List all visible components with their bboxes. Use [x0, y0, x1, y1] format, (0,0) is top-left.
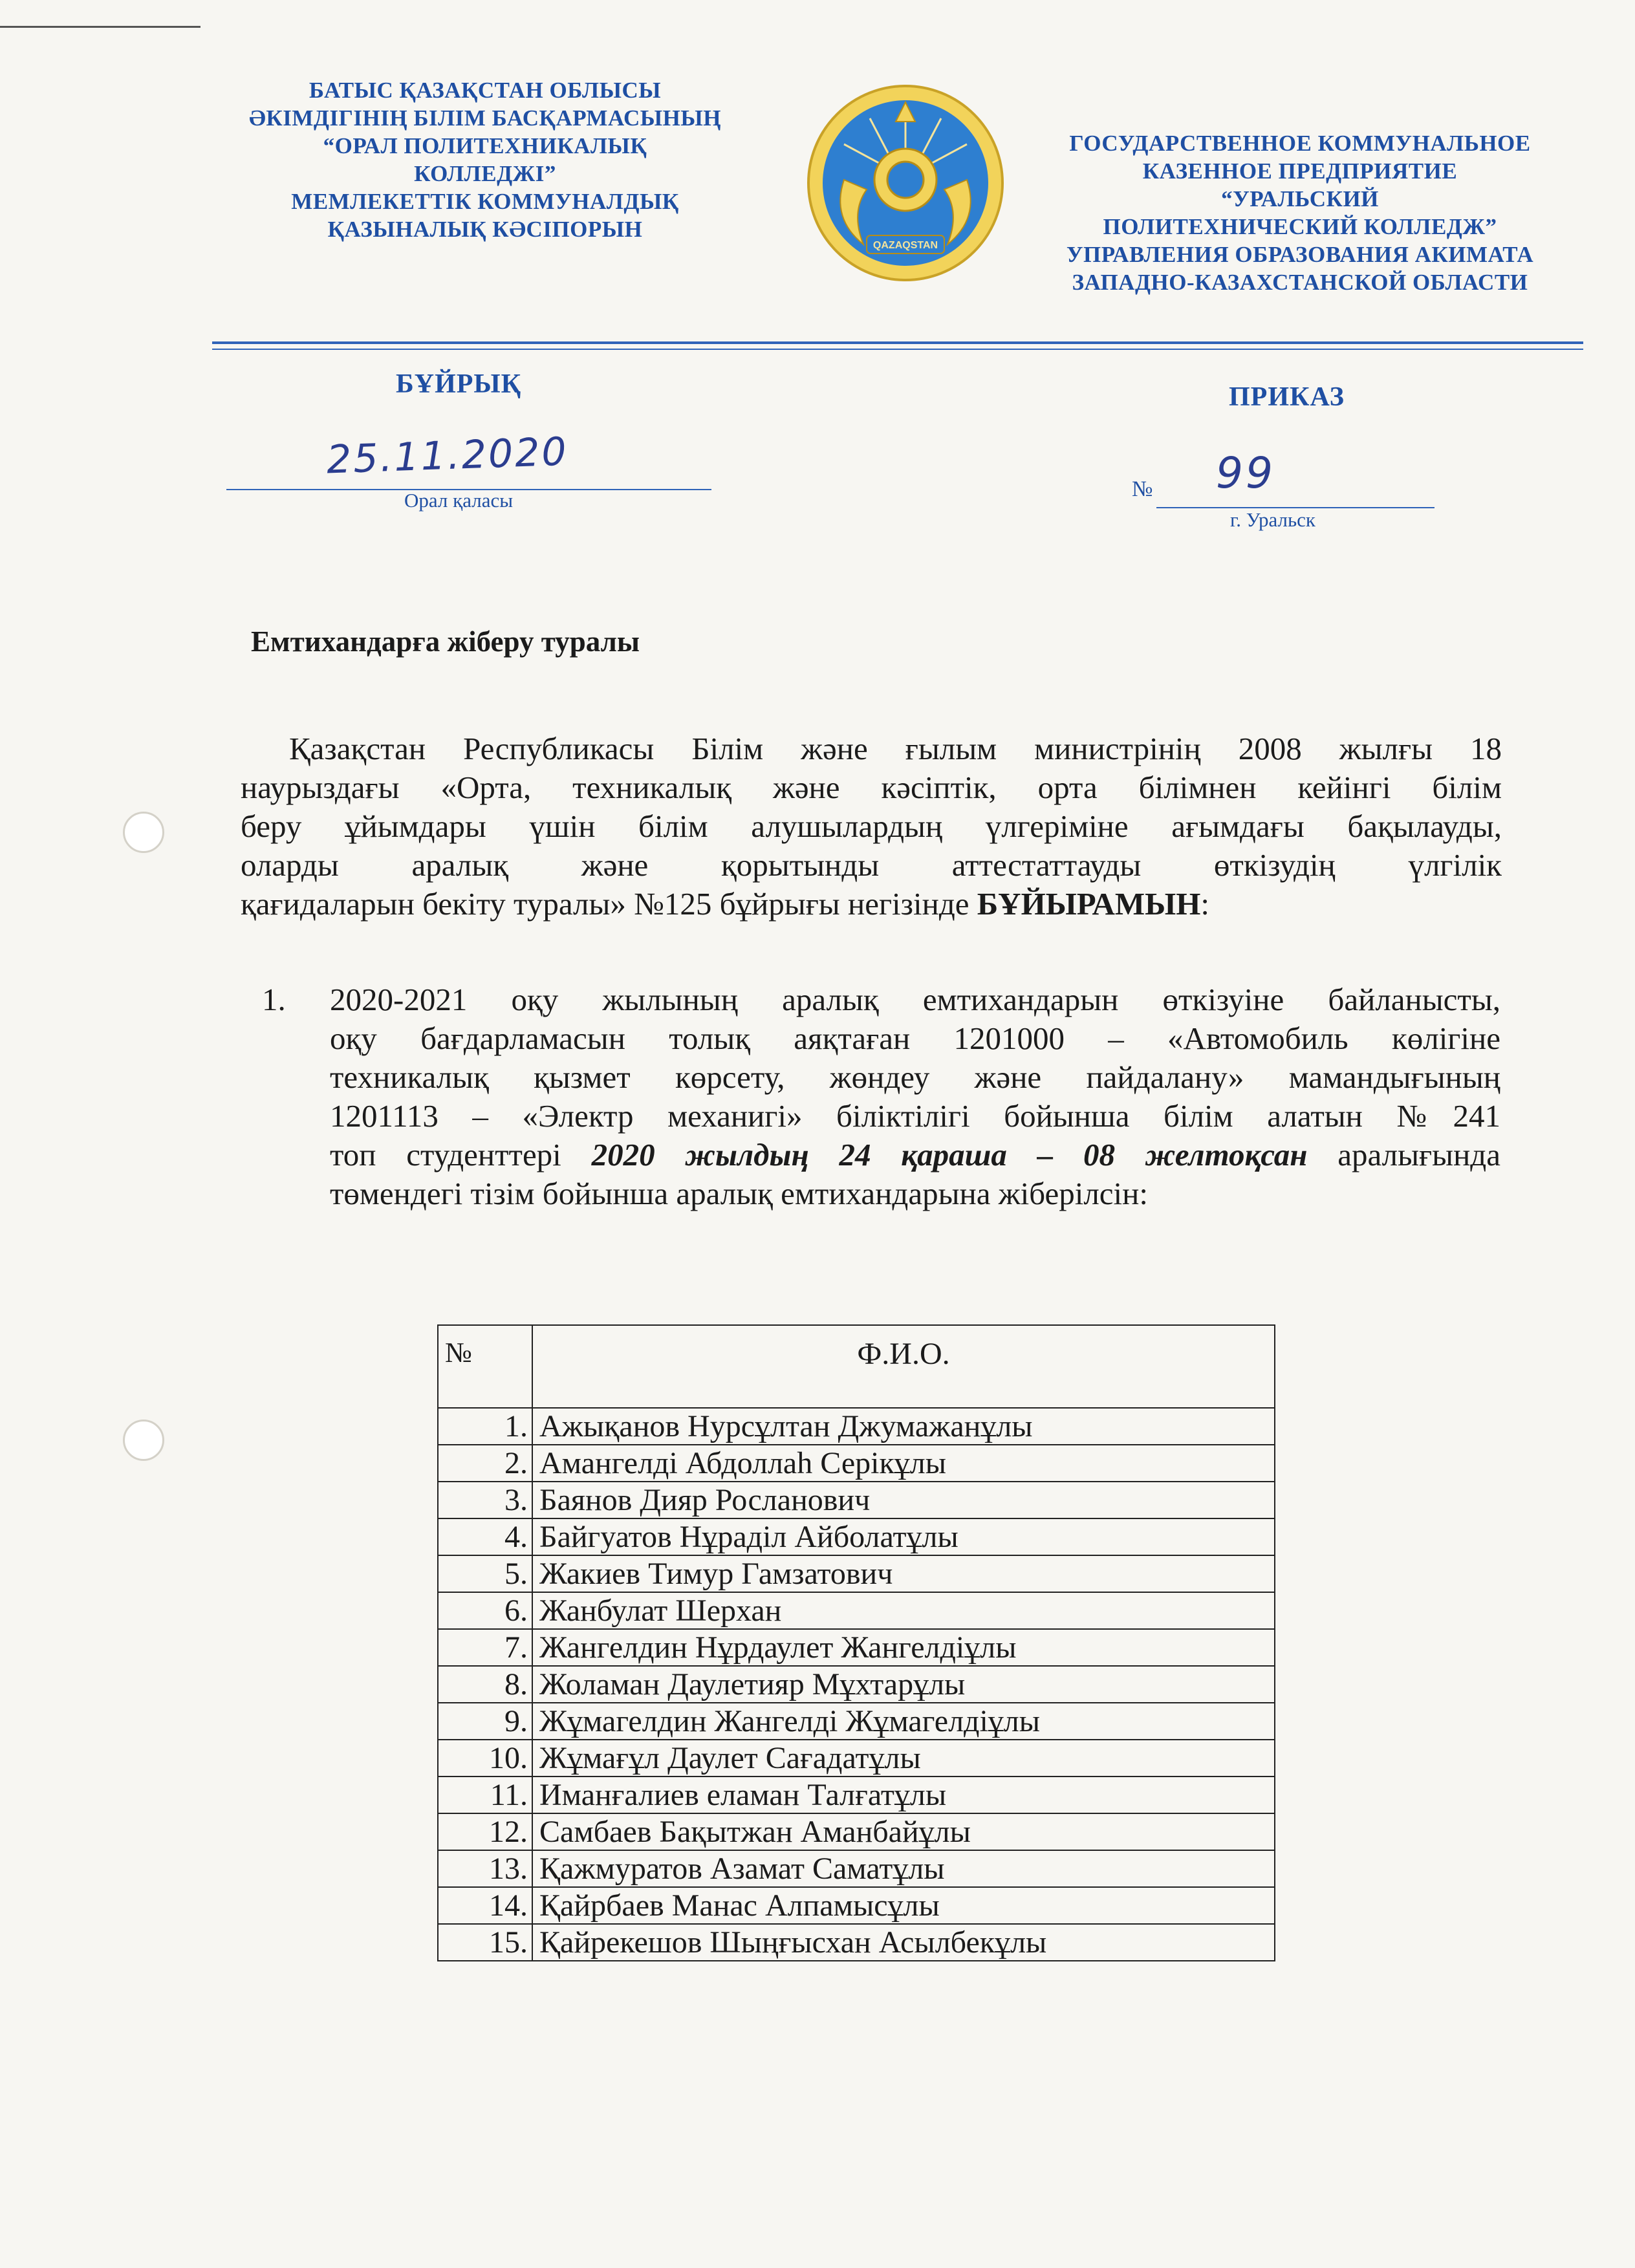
- header-left-line: ҚАЗЫНАЛЫҚ КӘСІПОРЫН: [327, 217, 643, 242]
- row-number: 12.: [438, 1813, 532, 1850]
- table-row: [438, 1445, 1275, 1482]
- header-right-line: “УРАЛЬСКИЙ: [1221, 186, 1379, 211]
- row-number: 3.: [438, 1482, 532, 1518]
- student-name: Амангелді Абдоллаh Серікұлы: [532, 1445, 1275, 1482]
- row-number: 8.: [438, 1666, 532, 1703]
- punch-hole: [123, 812, 164, 853]
- paragraph-line: наурыздағы «Орта, техникалық және кәсіптік, орта білімнен кейінгі білім: [241, 770, 1502, 805]
- row-number: 1.: [438, 1408, 532, 1445]
- order-number-handwritten: 99: [1216, 448, 1275, 498]
- row-number: 14.: [438, 1887, 532, 1924]
- row-number: 5.: [438, 1555, 532, 1592]
- row-number: 15.: [438, 1924, 532, 1961]
- city-kz: Орал қаласы: [404, 489, 514, 512]
- student-name: Баянов Дияр Росланович: [532, 1482, 1275, 1518]
- paragraph-line: беру ұйымдары үшін білім алушылардың үлгеріміне ағымдағы бақылауды,: [241, 808, 1502, 844]
- student-name: Байгуатов Нұраділ Айболатұлы: [532, 1518, 1275, 1555]
- item-line: 2020-2021 оқу жылының аралық емтихандарын өткізуіне байланысты,: [330, 982, 1500, 1017]
- table-row: [438, 1408, 1275, 1445]
- exam-period: 2020 жылдың 24 қараша – 08 желтоқсан: [591, 1137, 1308, 1172]
- item-text-part: топ студенттері: [330, 1137, 592, 1172]
- row-number: 6.: [438, 1592, 532, 1629]
- header-rule: [212, 349, 1583, 350]
- table-row: [438, 1482, 1275, 1518]
- header-right-ru: [1025, 129, 1575, 296]
- student-name: Қайрекешов Шыңғысхан Асылбекұлы: [532, 1924, 1275, 1961]
- table-header-row: [438, 1325, 1275, 1408]
- row-number: 13.: [438, 1850, 532, 1887]
- student-name: Ажықанов Нурсұлтан Джумажанұлы: [532, 1408, 1275, 1445]
- city-ru: г. Уральск: [1230, 508, 1316, 531]
- header-left-line: КОЛЛЕДЖІ”: [414, 161, 556, 186]
- table-row: [438, 1777, 1275, 1813]
- student-name: Жакиев Тимур Гамзатович: [532, 1555, 1275, 1592]
- emblem-text: QAZAQSTAN: [872, 240, 938, 251]
- table-row: [438, 1592, 1275, 1629]
- student-name: Қажмуратов Азамат Саматұлы: [532, 1850, 1275, 1887]
- row-number: 7.: [438, 1629, 532, 1666]
- student-name: Жангелдин Нұрдаулет Жангелдіұлы: [532, 1629, 1275, 1666]
- header-right-line: КАЗЕННОЕ ПРЕДПРИЯТИЕ: [1142, 158, 1458, 184]
- row-number: 11.: [438, 1777, 532, 1813]
- table-row: [438, 1703, 1275, 1740]
- header-left-line: “ОРАЛ ПОЛИТЕХНИКАЛЫҚ: [323, 133, 647, 158]
- student-name: Самбаев Бақытжан Аманбайұлы: [532, 1813, 1275, 1850]
- table-row: [438, 1887, 1275, 1924]
- row-number: 10.: [438, 1740, 532, 1777]
- order-keyword: БҰЙЫРАМЫН: [977, 886, 1201, 922]
- table-row: [438, 1555, 1275, 1592]
- header-left-line: МЕМЛЕКЕТТІК КОММУНАЛДЫҚ: [291, 189, 679, 214]
- item-line: оқу бағдарламасын толық аяқтаған 1201000 – «Автомобиль көлігіне: [330, 1021, 1500, 1056]
- paragraph-text: қағидаларын бекіту туралы» №125 бұйрығы негізінде: [241, 886, 977, 922]
- student-name: Қайрбаев Манас Алпамысұлы: [532, 1887, 1275, 1924]
- column-header-number: №: [438, 1325, 532, 1408]
- header-rule: [212, 341, 1583, 344]
- item-text: [330, 980, 1500, 1213]
- row-number: 2.: [438, 1445, 532, 1482]
- state-emblem-icon: [805, 83, 1006, 283]
- paragraph-line: оларды аралық және қорытынды аттестаттауды өткізудің үлгілік: [241, 847, 1502, 883]
- item-line: техникалық қызмет көрсету, жөндеу және пайдалану» мамандығының: [330, 1059, 1500, 1095]
- order-number-sign: №: [1132, 477, 1153, 501]
- order-date-handwritten: 25.11.2020: [325, 429, 569, 483]
- table-row: [438, 1924, 1275, 1961]
- paragraph-line: Қазақстан Республикасы Білім және ғылым министрінің 2008 жылғы 18: [289, 731, 1502, 766]
- item-line: [330, 1136, 1500, 1174]
- row-number: 4.: [438, 1518, 532, 1555]
- item-number: 1.: [262, 982, 286, 1017]
- order-title-ru: ПРИКАЗ: [1229, 382, 1345, 412]
- header-left-line: ӘКІМДІГІНІҢ БІЛІМ БАСҚАРМАСЫНЫҢ: [249, 105, 721, 131]
- header-right-line: УПРАВЛЕНИЯ ОБРАЗОВАНИЯ АКИМАТА: [1066, 242, 1534, 267]
- header-right-line: ПОЛИТЕХНИЧЕСКИЙ КОЛЛЕДЖ”: [1103, 214, 1497, 239]
- item-line: 1201113 – «Электр механигі» біліктілігі бойынша білім алатын №241: [330, 1098, 1500, 1134]
- student-name: Жұмагелдин Жангелді Жұмагелдіұлы: [532, 1703, 1275, 1740]
- table-row: [438, 1518, 1275, 1555]
- preamble-paragraph: [241, 729, 1502, 923]
- table-row: [438, 1850, 1275, 1887]
- item-line: төмендегі тізім бойынша аралық емтихандарына жіберілсін:: [330, 1176, 1148, 1211]
- order-title-kz: БҰЙРЫҚ: [396, 369, 522, 399]
- table-row: [438, 1813, 1275, 1850]
- table-row: [438, 1666, 1275, 1703]
- student-name: Жоламан Даулетияр Мұхтарұлы: [532, 1666, 1275, 1703]
- header-right-line: ЗАПАДНО-КАЗАХСТАНСКОЙ ОБЛАСТИ: [1072, 270, 1528, 295]
- header-right-line: ГОСУДАРСТВЕННОЕ КОММУНАЛЬНОЕ: [1069, 131, 1531, 156]
- student-name: Иманғалиев еламан Талғатұлы: [532, 1777, 1275, 1813]
- students-table: [437, 1324, 1275, 1961]
- paragraph-line: [241, 885, 1502, 923]
- column-header-name: Ф.И.О.: [532, 1325, 1275, 1408]
- punch-hole: [123, 1420, 164, 1461]
- table-row: [438, 1740, 1275, 1777]
- page-edge-line: [0, 26, 200, 28]
- header-left-kz: [220, 76, 750, 243]
- row-number: 9.: [438, 1703, 532, 1740]
- student-name: Жұмағұл Даулет Сағадатұлы: [532, 1740, 1275, 1777]
- item-text-part: аралығында: [1307, 1137, 1500, 1172]
- header-left-line: БАТЫС ҚАЗАҚСТАН ОБЛЫСЫ: [309, 78, 662, 103]
- table-row: [438, 1629, 1275, 1666]
- paragraph-colon: :: [1200, 886, 1209, 922]
- student-name: Жанбулат Шерхан: [532, 1592, 1275, 1629]
- order-subject: Емтихандарға жіберу туралы: [251, 625, 640, 658]
